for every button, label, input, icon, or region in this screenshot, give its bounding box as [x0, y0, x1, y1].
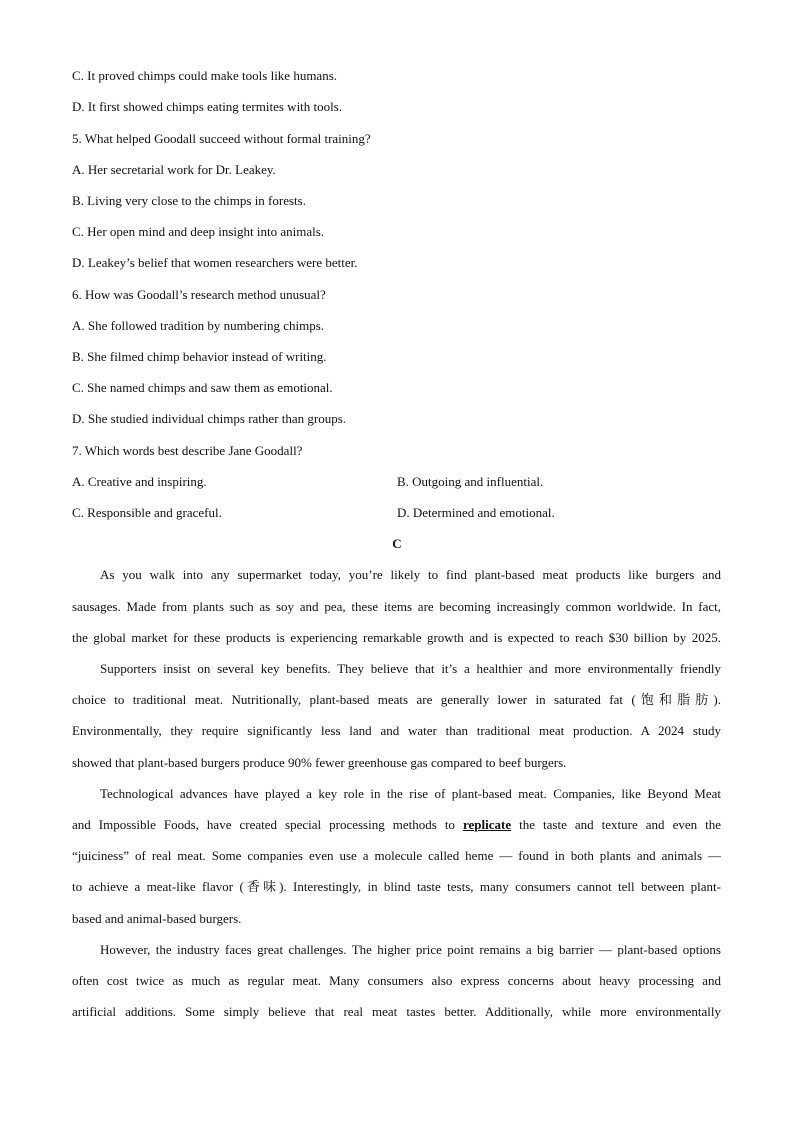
- q7-option-b: B. Outgoing and influential.: [397, 474, 544, 489]
- passage-p2-line: choice to traditional meat. Nutritionally, plant-based meats are generally lower in saturated fat (饱和脂肪).: [72, 692, 721, 707]
- passage-p2-line: showed that plant-based burgers produce 90% fewer greenhouse gas compared to beef burgers.: [72, 755, 567, 770]
- q6-option-b: B. She filmed chimp behavior instead of writing.: [72, 349, 327, 364]
- q6-question: 6. How was Goodall’s research method unusual?: [72, 287, 326, 302]
- q7-option-d: D. Determined and emotional.: [397, 505, 555, 520]
- q5-option-c: C. Her open mind and deep insight into animals.: [72, 224, 325, 239]
- q5-option-d: D. Leakey’s belief that women researchers were better.: [72, 255, 358, 270]
- q7-option-c: C. Responsible and graceful.: [72, 505, 222, 520]
- passage-p3-line: to achieve a meat-like flavor (香味). Interestingly, in blind taste tests, many consumers cannot tell between plant-: [72, 879, 721, 894]
- q6-option-a: A. She followed tradition by numbering chimps.: [72, 318, 325, 333]
- q5-option-b: B. Living very close to the chimps in forests.: [72, 193, 306, 208]
- passage-p1-line: sausages. Made from plants such as soy and pea, these items are becoming increasingly common worldwide. In fact,: [72, 599, 721, 614]
- q5-option-a: A. Her secretarial work for Dr. Leakey.: [72, 162, 276, 177]
- q6-option-c: C. She named chimps and saw them as emotional.: [72, 380, 333, 395]
- passage-p2-line: Supporters insist on several key benefits. They believe that it’s a healthier and more environmentally friendly: [100, 661, 721, 676]
- passage-p1-line: the global market for these products is experiencing remarkable growth and is expected to reach $30 billion by 2025.: [72, 630, 721, 645]
- q4-option-d: D. It first showed chimps eating termites with tools.: [72, 99, 343, 114]
- passage-text: and Impossible Foods, have created special processing methods to: [72, 817, 463, 832]
- q7-question: 7. Which words best describe Jane Goodall?: [72, 443, 303, 458]
- section-title: C: [392, 536, 402, 551]
- passage-p3-line: Technological advances have played a key role in the rise of plant-based meat. Companies, like Beyond Meat: [100, 786, 721, 801]
- q7-option-a: A. Creative and inspiring.: [72, 474, 207, 489]
- passage-p2-line: Environmentally, they require significantly less land and water than traditional meat production. A 2024 study: [72, 723, 721, 738]
- passage-p3-line: “juiciness” of real meat. Some companies even use a molecule called heme — found in both plants and animals —: [72, 848, 721, 863]
- passage-text: the taste and texture and even the: [511, 817, 722, 832]
- passage-p3-line-with-keyword: [72, 817, 721, 833]
- passage-p4-line: often cost twice as much as regular meat. Many consumers also express concerns about heavy processing and: [72, 973, 721, 988]
- q5-question: 5. What helped Goodall succeed without formal training?: [72, 131, 371, 146]
- keyword-replicate: replicate: [462, 817, 512, 832]
- passage-p4-line: artificial additions. Some simply believe that real meat tastes better. Additionally, while more environmentally: [72, 1004, 721, 1019]
- passage-p3-line: based and animal-based burgers.: [72, 911, 242, 926]
- q4-option-c: C. It proved chimps could make tools like humans.: [72, 68, 338, 83]
- passage-p1-line: As you walk into any supermarket today, you’re likely to find plant-based meat products like burgers and: [100, 567, 721, 582]
- q6-option-d: D. She studied individual chimps rather than groups.: [72, 411, 347, 426]
- passage-p4-line: However, the industry faces great challenges. The higher price point remains a big barrier — plant-based options: [100, 942, 721, 957]
